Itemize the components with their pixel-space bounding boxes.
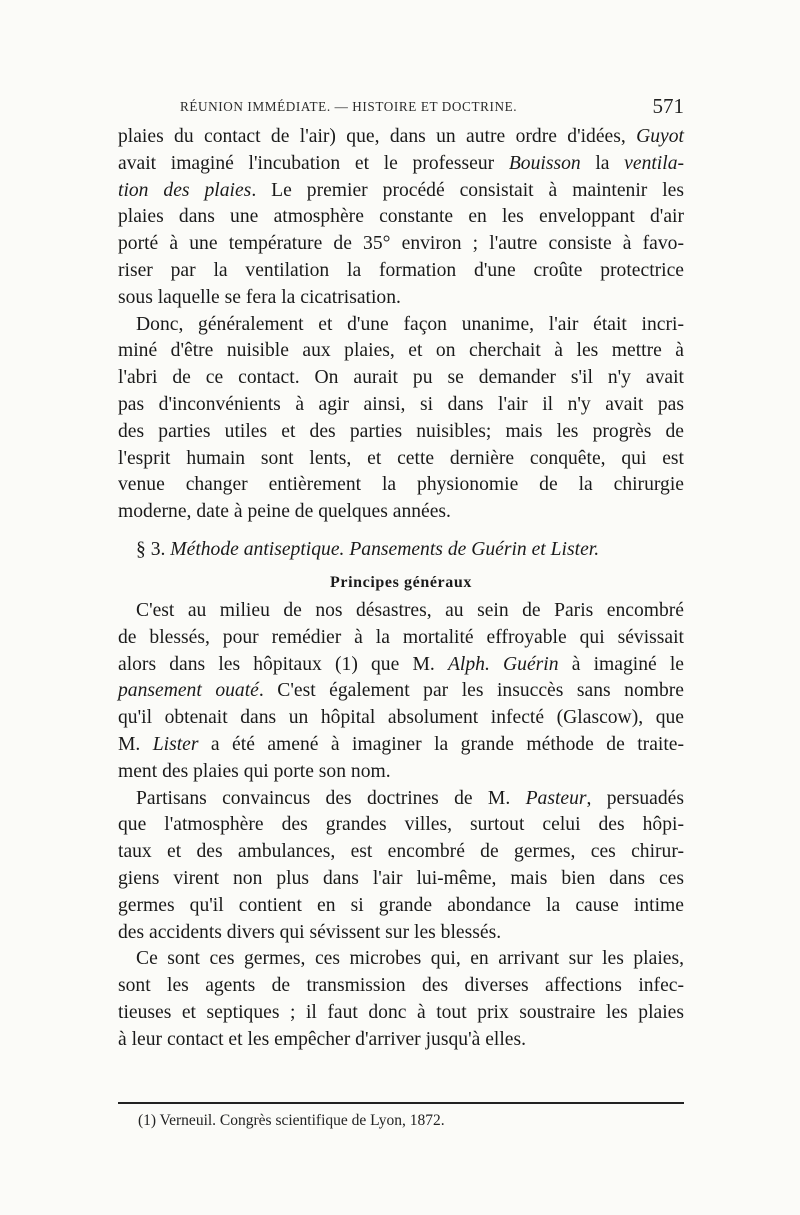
text-line: germes qu'il contient en si grande abondance la cause intime bbox=[118, 894, 684, 916]
text-line: C'est au milieu de nos désastres, au sein de Paris encombré bbox=[136, 599, 684, 621]
running-head bbox=[118, 94, 684, 120]
text-line: riser par la ventilation la formation d'une croûte protectrice bbox=[118, 259, 684, 281]
text-line: sous laquelle se fera la cicatrisation. bbox=[118, 286, 401, 308]
text-line: M. Lister a été amené à imaginer la grande méthode de traite- bbox=[118, 733, 684, 755]
subheading: Principes généraux bbox=[330, 573, 472, 591]
text-line: à leur contact et les empêcher d'arriver jusqu'à elles. bbox=[118, 1028, 526, 1050]
running-title: RÉUNION IMMÉDIATE. — HISTOIRE ET DOCTRINE. bbox=[180, 99, 518, 114]
text-line: ment des plaies qui porte son nom. bbox=[118, 760, 391, 782]
author-name: Bouisson bbox=[508, 152, 581, 174]
text-line: des parties utiles et des parties nuisibles; mais les progrès de bbox=[118, 420, 684, 442]
text-line: tion des plaies. Le premier procédé consistait à maintenir les bbox=[118, 179, 685, 201]
text-line: moderne, date à peine de quelques années. bbox=[118, 501, 451, 523]
footnote: (1) Verneuil. Congrès scientifique de Lyon, 1872. bbox=[138, 1112, 445, 1129]
text-line: venue changer entièrement la physionomie de la chirurgie bbox=[118, 474, 684, 496]
text-line: miné d'être nuisible aux plaies, et on cherchait à les mettre à bbox=[118, 340, 684, 362]
text-line: alors dans les hôpitaux (1) que M. Alph. Guérin à imaginé le bbox=[118, 653, 684, 675]
text-line: plaies du contact de l'air) que, dans un autre ordre d'idées, Guyot bbox=[118, 126, 684, 147]
text-line: plaies dans une atmosphère constante en les enveloppant d'air bbox=[118, 206, 684, 228]
text-line: l'esprit humain sont lents, et cette dernière conquête, qui est bbox=[118, 447, 684, 469]
text-line: pas d'inconvénients à agir ainsi, si dans l'air il n'y avait pas bbox=[118, 393, 684, 415]
text-line: pansement ouaté. C'est également par les insuccès sans nombre bbox=[118, 680, 684, 702]
person-name: Alph. Guérin bbox=[447, 653, 559, 675]
section-title: Méthode antiseptique. Pansements de Guérin et Lister. bbox=[170, 538, 600, 560]
text-line: avait imaginé l'incubation et le professeur Bouisson la ventila- bbox=[118, 152, 685, 174]
section-number: § 3. bbox=[136, 538, 171, 560]
text-line: Ce sont ces germes, ces microbes qui, en arrivant sur les plaies, bbox=[136, 948, 684, 970]
paragraph bbox=[118, 124, 684, 312]
section-heading bbox=[118, 536, 684, 564]
paragraph bbox=[118, 598, 684, 786]
text-line: tieuses et septiques ; il faut donc à tout prix soustraire les plaies bbox=[118, 1001, 684, 1023]
text-line: taux et des ambulances, est encombré de germes, ces chirur- bbox=[118, 841, 684, 863]
text-line: sont les agents de transmission des diverses affections infec- bbox=[118, 975, 684, 997]
text-line: des accidents divers qui sévissent sur les blessés. bbox=[118, 921, 502, 943]
body-text bbox=[118, 124, 684, 1054]
page-number: 571 bbox=[652, 94, 684, 118]
footnote-divider bbox=[118, 1102, 684, 1104]
paragraph bbox=[118, 786, 684, 947]
paragraph bbox=[118, 946, 684, 1053]
text-line: l'abri de ce contact. On aurait pu se demander s'il n'y avait bbox=[118, 367, 684, 389]
author-name: Guyot bbox=[636, 126, 684, 147]
text-line: Donc, généralement et d'une façon unanime, l'air était incri- bbox=[136, 313, 684, 335]
text-line: que l'atmosphère des grandes villes, surtout celui des hôpi- bbox=[118, 814, 684, 836]
text-line: Partisans convaincus des doctrines de M. Pasteur, persuadés bbox=[136, 787, 684, 809]
text-line: porté à une température de 35° environ ; l'autre consiste à favo- bbox=[118, 233, 684, 255]
person-name: Pasteur bbox=[525, 787, 587, 809]
text-line: giens virent non plus dans l'air lui-même, mais bien dans ces bbox=[118, 867, 684, 889]
text-line: qu'il obtenait dans un hôpital absolument infecté (Glascow), que bbox=[118, 707, 684, 729]
text-line: de blessés, pour remédier à la mortalité effroyable qui sévissait bbox=[118, 626, 684, 648]
person-name: Lister bbox=[152, 733, 199, 755]
paragraph bbox=[118, 312, 684, 526]
